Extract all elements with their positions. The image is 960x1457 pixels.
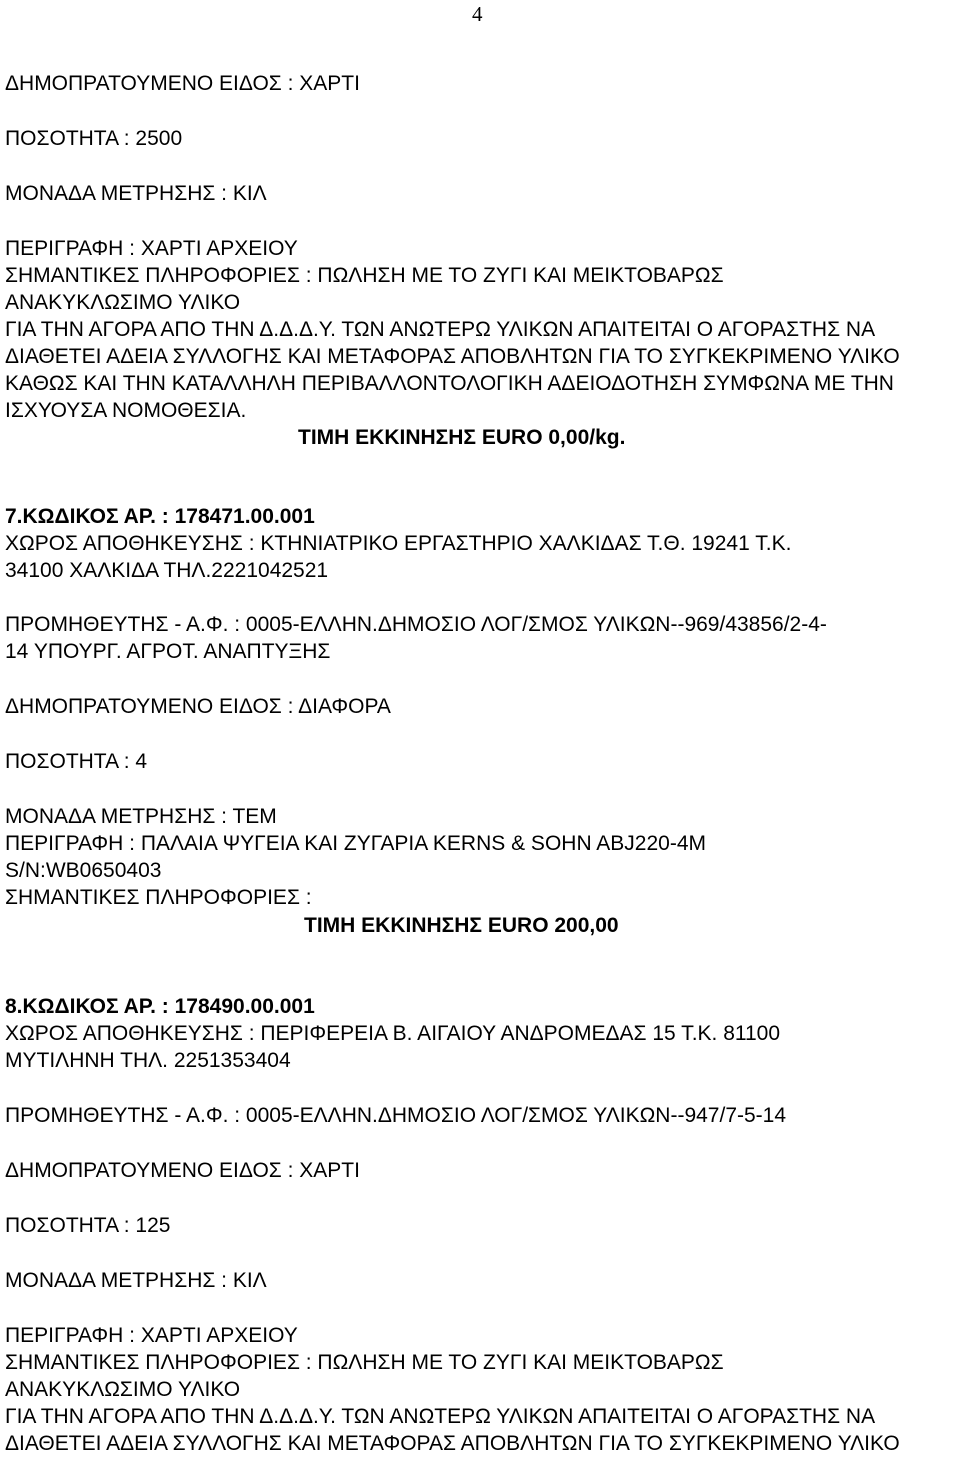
storage-location-line: ΧΩΡΟΣ ΑΠΟΘΗΚΕΥΣΗΣ : ΠΕΡΙΦΕΡΕΙΑ Β. ΑΙΓΑΙΟΥ ΑΝΔΡΟΜΕΔΑΣ 15 Τ.Κ. 81100 bbox=[5, 1022, 781, 1045]
important-info-line: ΙΣΧΥΟΥΣΑ ΝΟΜΟΘΕΣΙΑ. bbox=[5, 399, 247, 422]
supplier-line: ΠΡΟΜΗΘΕΥΤΗΣ - Α.Φ. : 0005-ΕΛΛΗΝ.ΔΗΜΟΣΙΟ ΛΟΓ/ΣΜΟΣ ΥΛΙΚΩΝ--969/43856/2-4- bbox=[5, 613, 827, 636]
storage-location-line: ΜΥΤΙΛΗΝΗ ΤΗΛ. 2251353404 bbox=[5, 1049, 291, 1072]
important-info-line: ΓΙΑ ΤΗΝ ΑΓΟΡΑ ΑΠΟ ΤΗΝ Δ.Δ.Δ.Υ. ΤΩΝ ΑΝΩΤΕΡΩ ΥΛΙΚΩΝ ΑΠΑΙΤΕΙΤΑΙ Ο ΑΓΟΡΑΣΤΗΣ ΝΑ bbox=[5, 1405, 876, 1428]
important-info-line: ΣΗΜΑΝΤΙΚΕΣ ΠΛΗΡΟΦΟΡΙΕΣ : ΠΩΛΗΣΗ ΜΕ ΤΟ ΖΥΓΙ ΚΑΙ ΜΕΙΚΤΟΒΑΡΩΣ bbox=[5, 1351, 724, 1374]
item-type: ΔΗΜΟΠΡΑΤΟΥΜΕΝΟ ΕΙΔΟΣ : ΔΙΑΦΟΡΑ bbox=[5, 695, 391, 718]
storage-location-line: ΧΩΡΟΣ ΑΠΟΘΗΚΕΥΣΗΣ : ΚΤΗΝΙΑΤΡΙΚΟ ΕΡΓΑΣΤΗΡΙΟ ΧΑΛΚΙΔΑΣ Τ.Θ. 19241 Τ.Κ. bbox=[5, 532, 792, 555]
supplier-line: 14 ΥΠΟΥΡΓ. ΑΓΡΟΤ. ΑΝΑΠΤΥΞΗΣ bbox=[5, 640, 331, 663]
supplier-line: ΠΡΟΜΗΘΕΥΤΗΣ - Α.Φ. : 0005-ΕΛΛΗΝ.ΔΗΜΟΣΙΟ ΛΟΓ/ΣΜΟΣ ΥΛΙΚΩΝ--947/7-5-14 bbox=[5, 1104, 787, 1127]
important-info-line: ΔΙΑΘΕΤΕΙ ΑΔΕΙΑ ΣΥΛΛΟΓΗΣ ΚΑΙ ΜΕΤΑΦΟΡΑΣ ΑΠΟΒΛΗΤΩΝ ΓΙΑ ΤΟ ΣΥΓΚΕΚΡΙΜΕΝΟ ΥΛΙΚΟ bbox=[5, 1432, 900, 1455]
description-line: S/N:WB0650403 bbox=[5, 859, 162, 882]
important-info-line: ΣΗΜΑΝΤΙΚΕΣ ΠΛΗΡΟΦΟΡΙΕΣ : ΠΩΛΗΣΗ ΜΕ ΤΟ ΖΥΓΙ ΚΑΙ ΜΕΙΚΤΟΒΑΡΩΣ bbox=[5, 264, 724, 287]
important-info-line: ΔΙΑΘΕΤΕΙ ΑΔΕΙΑ ΣΥΛΛΟΓΗΣ ΚΑΙ ΜΕΤΑΦΟΡΑΣ ΑΠΟΒΛΗΤΩΝ ΓΙΑ ΤΟ ΣΥΓΚΕΚΡΙΜΕΝΟ ΥΛΙΚΟ bbox=[5, 345, 900, 368]
unit-of-measure: ΜΟΝΑΔΑ ΜΕΤΡΗΣΗΣ : ΚΙΛ bbox=[5, 182, 267, 205]
unit-of-measure: ΜΟΝΑΔΑ ΜΕΤΡΗΣΗΣ : ΚΙΛ bbox=[5, 1269, 267, 1292]
important-info-line: ΚΑΘΩΣ ΚΑΙ ΤΗΝ ΚΑΤΑΛΛΗΛΗ ΠΕΡΙΒΑΛΛΟΝΤΟΛΟΓΙΚΗ ΑΔΕΙΟΔΟΤΗΣΗ ΣΥΜΦΩΝΑ ΜΕ ΤΗΝ bbox=[5, 372, 894, 395]
quantity: ΠΟΣΟΤΗΤΑ : 4 bbox=[5, 750, 148, 773]
item-type: ΔΗΜΟΠΡΑΤΟΥΜΕΝΟ ΕΙΔΟΣ : ΧΑΡΤΙ bbox=[5, 72, 360, 95]
description-line: ΠΕΡΙΓΡΑΦΗ : ΠΑΛΑΙΑ ΨΥΓΕΙΑ ΚΑΙ ΖΥΓΑΡΙΑ KERNS & SOHN ABJ220-4M bbox=[5, 832, 706, 855]
important-info-line: ΑΝΑΚΥΚΛΩΣΙΜΟ ΥΛΙΚΟ bbox=[5, 291, 241, 314]
item-type: ΔΗΜΟΠΡΑΤΟΥΜΕΝΟ ΕΙΔΟΣ : ΧΑΡΤΙ bbox=[5, 1159, 360, 1182]
description: ΠΕΡΙΓΡΑΦΗ : ΧΑΡΤΙ ΑΡΧΕΙΟΥ bbox=[5, 1324, 298, 1347]
important-info-line: ΑΝΑΚΥΚΛΩΣΙΜΟ ΥΛΙΚΟ bbox=[5, 1378, 241, 1401]
important-info-line: ΓΙΑ ΤΗΝ ΑΓΟΡΑ ΑΠΟ ΤΗΝ Δ.Δ.Δ.Υ. ΤΩΝ ΑΝΩΤΕΡΩ ΥΛΙΚΩΝ ΑΠΑΙΤΕΙΤΑΙ Ο ΑΓΟΡΑΣΤΗΣ ΝΑ bbox=[5, 318, 876, 341]
quantity: ΠΟΣΟΤΗΤΑ : 2500 bbox=[5, 127, 183, 150]
unit-of-measure: ΜΟΝΑΔΑ ΜΕΤΡΗΣΗΣ : ΤΕΜ bbox=[5, 805, 277, 828]
storage-location-line: 34100 ΧΑΛΚΙΔΑ ΤΗΛ.2221042521 bbox=[5, 559, 329, 582]
item-code: 7.ΚΩΔΙΚΟΣ ΑΡ. : 178471.00.001 bbox=[5, 505, 315, 528]
important-info-line: ΣΗΜΑΝΤΙΚΕΣ ΠΛΗΡΟΦΟΡΙΕΣ : bbox=[5, 886, 312, 909]
quantity: ΠΟΣΟΤΗΤΑ : 125 bbox=[5, 1214, 171, 1237]
starting-price: ΤΙΜΗ ΕΚΚΙΝΗΣΗΣ EURO 200,00 bbox=[304, 914, 619, 937]
starting-price: ΤΙΜΗ ΕΚΚΙΝΗΣΗΣ EURO 0,00/kg. bbox=[298, 426, 626, 449]
page-number: 4 bbox=[472, 2, 483, 26]
item-code: 8.ΚΩΔΙΚΟΣ ΑΡ. : 178490.00.001 bbox=[5, 995, 315, 1018]
description: ΠΕΡΙΓΡΑΦΗ : ΧΑΡΤΙ ΑΡΧΕΙΟΥ bbox=[5, 237, 298, 260]
